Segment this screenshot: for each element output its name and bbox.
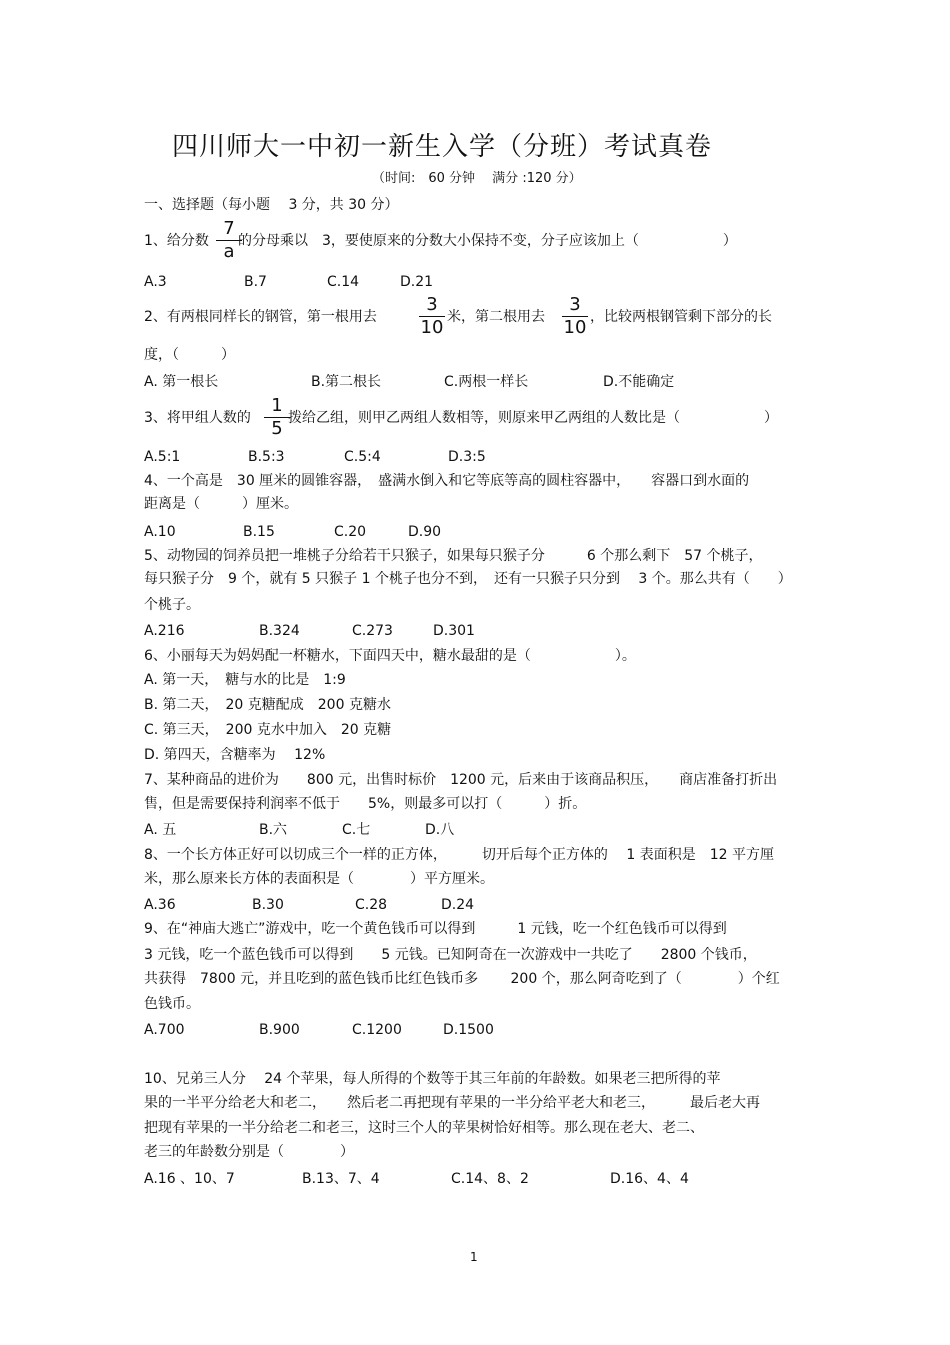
q1-fraction-numerator: 7 [223,218,235,239]
q9-text-line2: 3 元钱，吃一个蓝色钱币可以得到 5 元钱。已知阿奇在一次游戏中一共吃了 2800 个钱币， [144,947,757,963]
q9-text-line3: 共获得 7800 元，并且吃到的蓝色钱币比红色钱币多 200 个，那么阿奇吃到了（ ）个红 [144,971,780,987]
q2-text-line2: 度，（ ） [144,347,235,363]
q8-text-line2: 米，那么原来长方体的表面积是（ ）平方厘米。 [144,871,494,887]
q7-option-b: B.六 [259,822,288,838]
q2-fraction-2-numerator: 3 [569,294,581,315]
exam-info: （时间: 60 分钟 满分 :120 分） [372,171,582,186]
q1-text-post: 的分母乘以 3，要使原来的分数大小保持不变，分子应该加上（ ） [238,233,737,249]
q2-option-b: B.第二根长 [311,374,382,390]
q2-fraction-2 [562,295,588,338]
q5-text-line2: 每只猴子分 9 个，就有 5 只猴子 1 个桃子也分不到， 还有一只猴子只分到 3 个。那么共有（ ） [144,571,792,587]
q4-option-d: D.90 [408,524,442,540]
q9-text-line1: 9、在“神庙大逃亡”游戏中，吃一个黄色钱币可以得到 1 元钱，吃一个红色钱币可以得到 [144,921,727,937]
q7-text-line1: 7、某种商品的进价为 800 元，出售时标价 1200 元，后来由于该商品积压， 商店准备打折出 [144,772,778,788]
q5-option-a: A.216 [144,623,185,639]
q10-text-line3: 把现有苹果的一半分给老二和老三，这时三个人的苹果树恰好相等。那么现在老大、老二、 [144,1120,704,1136]
q3-fraction [264,396,290,439]
q5-option-c: C.273 [352,623,393,639]
q7-text-line2: 售，但是需要保持利润率不低于 5%，则最多可以打（ ）折。 [144,796,587,812]
q2-text-post: ，比较两根钢管剩下部分的长 [590,309,772,325]
q2-option-a: A. 第一根长 [144,374,219,390]
q9-option-a: A.700 [144,1022,185,1038]
q4-option-b: B.15 [243,524,275,540]
q1-text-pre: 1、给分数 [144,233,209,249]
q10-text-line4: 老三的年龄数分别是（ ） [144,1144,354,1160]
q4-text-line2: 距离是（ ）厘米。 [144,496,298,512]
q8-option-b: B.30 [252,897,284,913]
q3-option-a: A.5:1 [144,449,181,465]
q3-text-post: 拨给乙组，则甲乙两组人数相等，则原来甲乙两组的人数比是（ ） [288,410,778,426]
q1-option-d: D.21 [400,274,434,290]
q1-option-c: C.14 [327,274,360,290]
q2-fraction-1-numerator: 3 [426,294,438,315]
q10-text-line1: 10、兄弟三人分 24 个苹果，每人所得的个数等于其三年前的年龄数。如果老三把所得的苹 [144,1071,721,1087]
q8-option-c: C.28 [355,897,388,913]
q4-text-line1: 4、一个高是 30 厘米的圆锥容器， 盛满水倒入和它等底等高的圆柱容器中， 容器口到水面的 [144,473,750,489]
q10-option-d: D.16、4、4 [610,1171,689,1187]
q6-choice-b: B. 第二天， 20 克糖配成 200 克糖水 [144,697,391,713]
q10-option-b: B.13、7、4 [302,1171,380,1187]
q1-option-b: B.7 [244,274,267,290]
q3-option-b: B.5:3 [248,449,285,465]
section-heading: 一、选择题（每小题 3 分，共 30 分） [144,197,399,213]
q6-choice-a: A. 第一天， 糖与水的比是 1:9 [144,672,346,688]
q6-choice-c: C. 第三天， 200 克水中加入 20 克糖 [144,722,392,738]
q6-choice-d: D. 第四天，含糖率为 12% [144,747,326,763]
q8-option-a: A.36 [144,897,176,913]
q4-option-a: A.10 [144,524,176,540]
q9-option-c: C.1200 [352,1022,402,1038]
q5-option-b: B.324 [259,623,300,639]
q2-text-mid: 米，第二根用去 [447,309,545,325]
q7-option-a: A. 五 [144,822,177,838]
q5-text-line3: 个桃子。 [144,597,200,613]
q3-fraction-numerator: 1 [271,395,283,416]
q1-option-a: A.3 [144,274,167,290]
q2-fraction-2-denominator: 10 [563,317,587,338]
q9-option-b: B.900 [259,1022,300,1038]
q3-option-c: C.5:4 [344,449,381,465]
q10-option-c: C.14、8、2 [451,1171,529,1187]
q5-option-d: D.301 [433,623,475,639]
q1-fraction-denominator: a [223,241,235,262]
q7-option-d: D.八 [425,822,455,838]
q10-option-a: A.16 、10、7 [144,1171,235,1187]
q3-fraction-denominator: 5 [271,418,283,439]
q5-text-line1: 5、动物园的饲养员把一堆桃子分给若干只猴子，如果每只猴子分 6 个那么剩下 57 个桃子， [144,548,763,564]
q2-fraction-1-denominator: 10 [420,317,444,338]
q9-option-d: D.1500 [443,1022,494,1038]
q8-option-d: D.24 [441,897,475,913]
q2-option-d: D.不能确定 [603,374,675,390]
q6-text-line1: 6、小丽每天为妈妈配一杯糖水，下面四天中，糖水最甜的是（ ）。 [144,648,636,664]
q3-option-d: D.3:5 [448,449,486,465]
q9-text-line4: 色钱币。 [144,996,200,1012]
page-title: 四川师大一中初一新生入学（分班）考试真卷 [172,132,713,162]
q8-text-line1: 8、一个长方体正好可以切成三个一样的正方体， 切开后每个正方体的 1 表面积是 12 平方厘 [144,847,774,863]
page-number: 1 [470,1250,478,1264]
q2-text-pre: 2、有两根同样长的钢管，第一根用去 [144,309,377,325]
q2-option-c: C.两根一样长 [444,374,529,390]
q2-fraction-1 [419,295,445,338]
q7-option-c: C.七 [342,822,371,838]
q10-text-line2: 果的一半平分给老大和老二， 然后老二再把现有苹果的一半分给平老大和老三， 最后老大再 [144,1095,760,1111]
q4-option-c: C.20 [334,524,367,540]
q3-text-pre: 3、将甲组人数的 [144,410,251,426]
